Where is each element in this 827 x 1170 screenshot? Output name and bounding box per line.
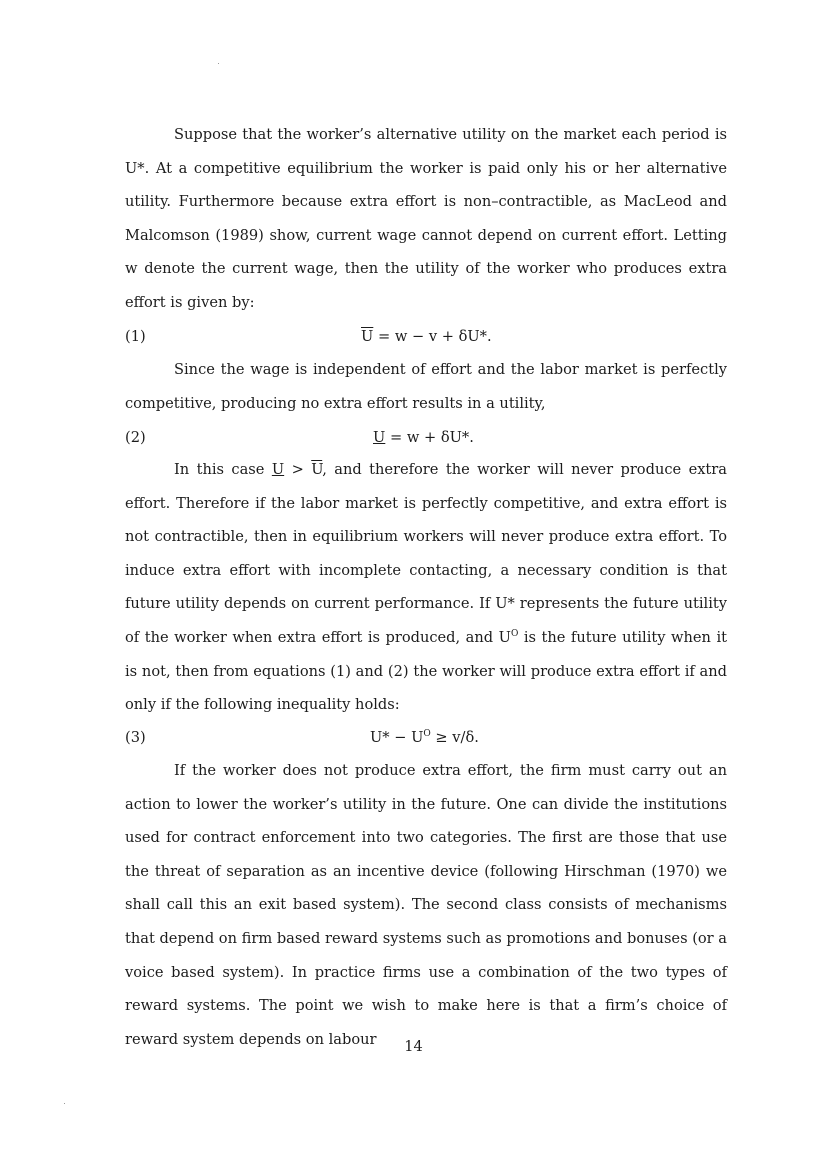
scan-speck [64,1103,65,1104]
utility-underbar: U [271,461,285,478]
equation-number: (3) [125,729,146,746]
equation-1 [125,320,727,354]
equation-3 [125,721,727,755]
superscript-o: O [510,628,519,639]
paragraph-4: If the worker does not produce extra effort, the firm must carry out an action to lower the worker’s utility in the future. One can divide the institutions used for contract enforcement into two categories. The first are those that use the threat of separation as an incentive device (following Hirschman (1970) we shall call this an exit based system). The second class consists of mechanisms that depend on firm based reward systems such as promotions and bonuses (or a voice based system). In practice firms use a combination of the two types of reward systems. The point we wish to make here is that a firm’s choice of reward system depends on labour [125,762,727,1048]
paragraph-3: In this case $U > \overline{U}$, and therefore the worker will never produce extra effort. Therefore if the labor market is perfectly competitive, and extra effort is not contractible, then in equilibrium workers will never produce extra effort. To induce extra effort with incomplete contacting, a necessary condition is that future utility depends on current performance. If U* represents the future utility of the worker when extra effort is produced, and $U^O$ is the future utility when it is not, then from equations (1) and (2) the worker will produce extra effort if and only if the following inequality holds: [125,461,727,714]
equation-number: (2) [125,429,146,446]
superscript-o: O [423,729,431,739]
page-number: 14 [404,1038,423,1055]
equation-number: (1) [125,328,146,345]
equation-lhs: U* − U [370,729,424,746]
equation-rhs: = w + δU*. [385,429,474,446]
scan-speck [218,63,219,64]
paragraph-2: Since the wage is independent of effort and the labor market is perfectly competitive, producing no extra effort results in a utility, [125,361,727,412]
equation-rhs: ≥ v/δ. [430,729,479,746]
paragraph-1: Suppose that the worker’s alternative utility on the market each period is U*. At a competitive equilibrium the worker is paid only his or her alternative utility. Furthermore because extra effort is non–contractible, as MacLeod and Malcomson (1989) show, current wage cannot depend on current effort. Letting w denote the current wage, then the utility of the worker who produces extra effort is given by: [125,126,727,311]
utility-overbar: $\overline{U}$ [311,461,323,478]
equation-rhs: = w − v + δU*. [373,328,492,345]
equation-lhs: $\overline{U}$ [361,328,374,345]
equation-lhs: U [373,429,386,446]
equation-2 [125,421,727,455]
